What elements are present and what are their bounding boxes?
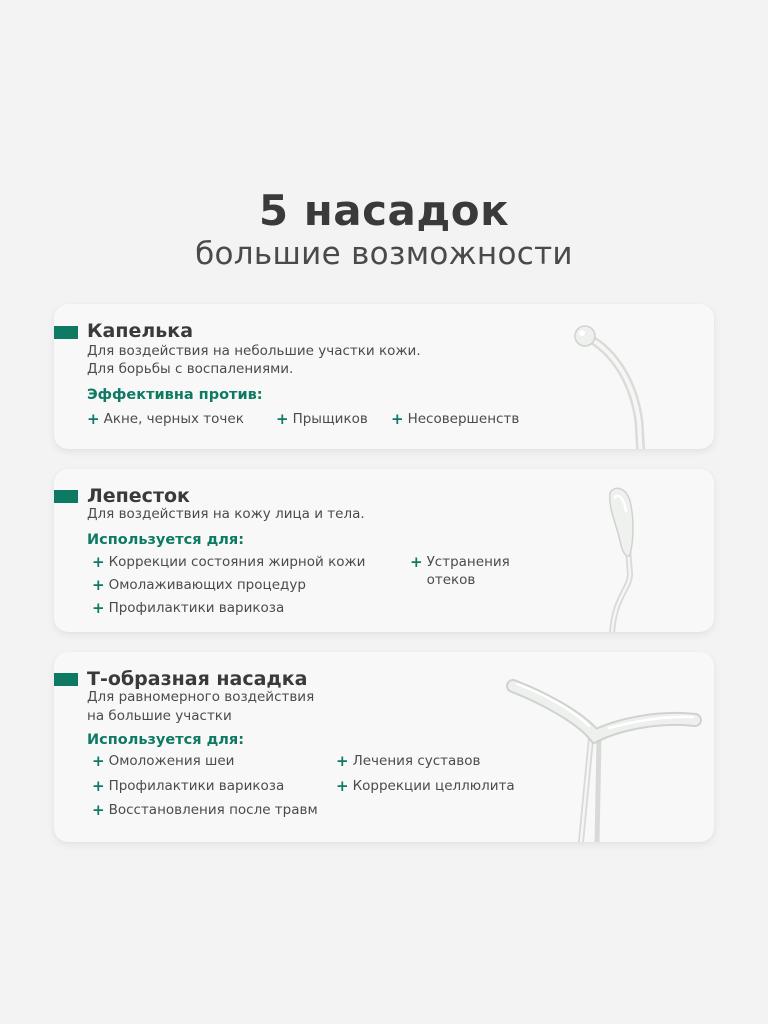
card-t-shaped	[54, 652, 714, 842]
t-shaped-electrode-icon	[499, 672, 714, 842]
card-description-line: Для равномерного воздействия	[87, 689, 315, 705]
card-description-line: Для воздействия на небольшие участки кожи.	[87, 343, 421, 359]
card-title: Т-образная насадка	[87, 668, 308, 690]
plus-icon: +	[92, 576, 105, 594]
plus-icon: +	[92, 599, 105, 617]
plus-icon: +	[336, 777, 349, 795]
list-item: + Омолаживающих процедур	[92, 576, 306, 594]
list-item: + Профилактики варикоза	[92, 777, 285, 795]
list-item: + Профилактики варикоза	[92, 599, 285, 617]
plus-icon: +	[92, 752, 105, 770]
card-description-line: на большие участки	[87, 708, 232, 724]
list-item: + Омоложения шеи	[92, 752, 235, 770]
card-title: Лепесток	[87, 485, 190, 507]
card-marker	[54, 326, 78, 339]
card-lepestok	[54, 469, 714, 632]
petal-electrode-icon	[584, 479, 664, 632]
section-label: Используется для:	[87, 532, 245, 548]
droplet-electrode-icon	[559, 312, 669, 449]
page-subtitle: большие возможности	[195, 236, 573, 272]
card-marker	[54, 490, 78, 503]
list-item: + Акне, черных точек	[87, 410, 244, 428]
list-item: + Устранения отеков	[410, 553, 510, 588]
card-kapelka	[54, 304, 714, 449]
page-title: 5 насадок	[258, 186, 510, 235]
plus-icon: +	[336, 752, 349, 770]
plus-icon: +	[391, 410, 404, 428]
list-item: + Лечения суставов	[336, 752, 481, 770]
plus-icon: +	[92, 777, 105, 795]
section-label: Используется для:	[87, 732, 245, 748]
plus-icon: +	[410, 553, 423, 571]
plus-icon: +	[92, 801, 105, 819]
plus-icon: +	[276, 410, 289, 428]
list-item: + Восстановления после травм	[92, 801, 318, 819]
list-item: + Коррекции целлюлита	[336, 777, 515, 795]
plus-icon: +	[87, 410, 100, 428]
card-title: Капелька	[87, 320, 194, 342]
card-description-line: Для борьбы с воспалениями.	[87, 361, 294, 377]
section-label: Эффективна против:	[87, 387, 263, 403]
list-item: + Коррекции состояния жирной кожи	[92, 553, 366, 571]
list-item: + Прыщиков	[276, 410, 368, 428]
card-marker	[54, 673, 78, 686]
list-item: + Несовершенств	[391, 410, 520, 428]
card-description-line: Для воздействия на кожу лица и тела.	[87, 506, 365, 522]
plus-icon: +	[92, 553, 105, 571]
